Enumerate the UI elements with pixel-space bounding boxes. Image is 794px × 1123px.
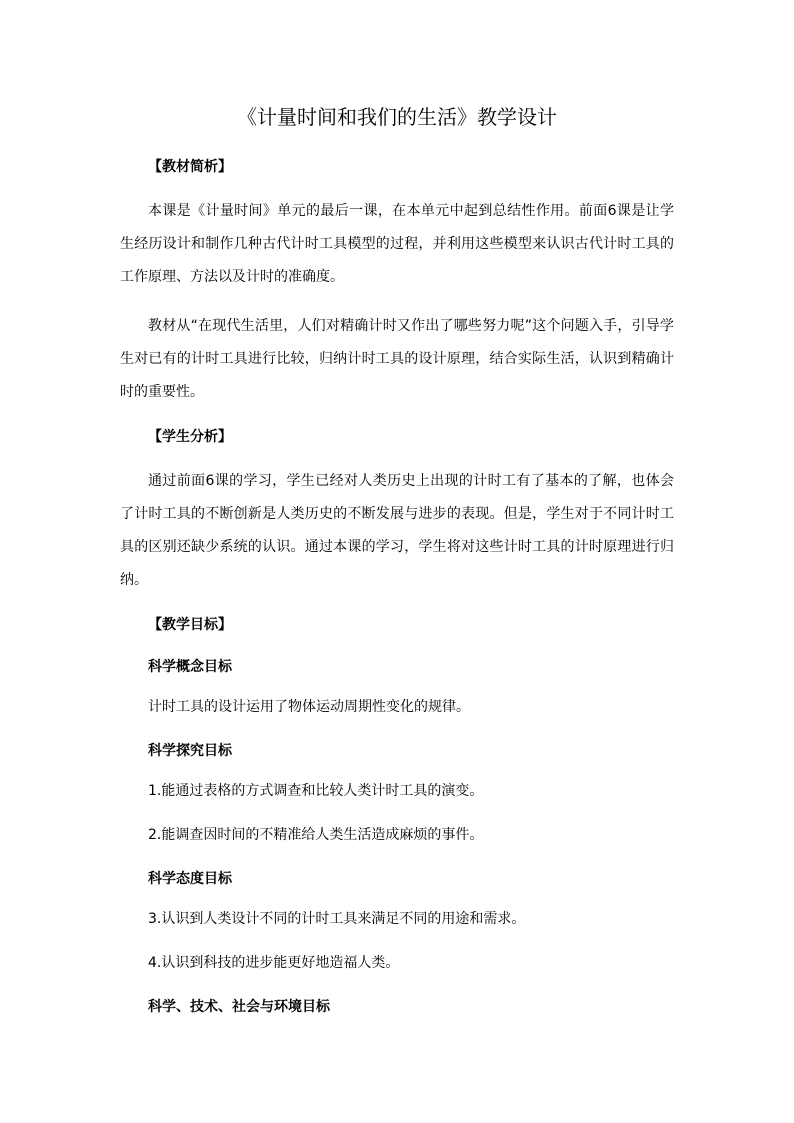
goal-attitude-item-3: 3.认识到人类设计不同的计时工具来满足不同的用途和需求。 bbox=[148, 911, 526, 927]
goal-inquiry-item-1: 1.能通过表格的方式调查和比较人类计时工具的演变。 bbox=[148, 783, 484, 799]
section-heading-students: 【学生分析】 bbox=[148, 429, 232, 445]
section-heading-goals: 【教学目标】 bbox=[148, 617, 232, 633]
goal-attitude-item-4: 4.认识到科技的进步能更好地造福人类。 bbox=[148, 955, 400, 971]
subheading-concept: 科学概念目标 bbox=[148, 659, 232, 675]
paragraph-textbook-2: 教材从“在现代生活里，人们对精确计时又作出了哪些努力呢”这个问题入手，引导学生对已有的计时工具进行比较，归纳计时工具的设计原理，结合实际生活，认识到精确计时的重要性。 bbox=[120, 318, 674, 400]
goal-concept-text: 计时工具的设计运用了物体运动周期性变化的规律。 bbox=[148, 699, 470, 715]
subheading-attitude: 科学态度目标 bbox=[148, 871, 232, 887]
subheading-stse: 科学、技术、社会与环境目标 bbox=[148, 999, 330, 1015]
subheading-inquiry: 科学探究目标 bbox=[148, 743, 232, 759]
paragraph-students-1: 通过前面6课的学习，学生已经对人类历史上出现的计时工有了基本的了解，也体会了计时工具的不断创新是人类历史的不断发展与进步的表现。但是，学生对于不同计时工具的区别还缺少系统的认识。通过本课的学习，学生将对这些计时工具的计时原理进行归纳。 bbox=[120, 473, 674, 588]
goal-inquiry-item-2: 2.能调查因时间的不精准给人类生活造成麻烦的事件。 bbox=[148, 827, 484, 843]
paragraph-textbook-1: 本课是《计量时间》单元的最后一课，在本单元中起到总结性作用。前面6课是让学生经历设计和制作几种古代计时工具模型的过程，并利用这些模型来认识古代计时工具的工作原理、方法以及计时的准确度。 bbox=[120, 203, 674, 285]
document-title: 《计量时间和我们的生活》教学设计 bbox=[237, 105, 557, 129]
section-heading-textbook: 【教材简析】 bbox=[148, 159, 232, 175]
